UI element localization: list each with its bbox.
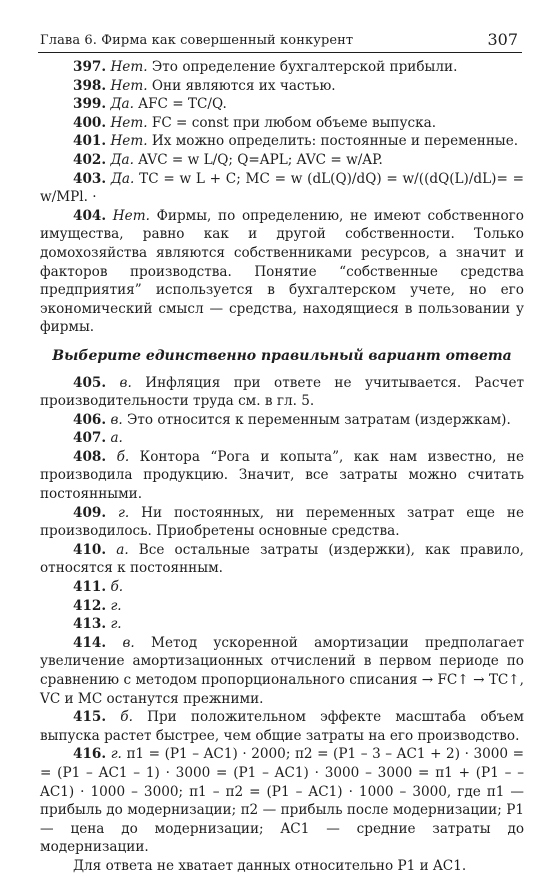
answer-number: 405. (73, 374, 107, 391)
answer-number: 400. (73, 114, 107, 131)
answer-number: 403. (73, 170, 107, 187)
answer-paragraph (40, 411, 524, 430)
answer-label: б. (116, 448, 130, 465)
answer-text: AFC = TC/Q. (138, 96, 227, 113)
answer-number: 401. (73, 133, 107, 150)
answer-label: Нет. (110, 77, 148, 94)
answer-label: Да. (110, 151, 134, 168)
page-number: 307 (487, 30, 518, 49)
answer-text: При положительном эффекте масштаба объем выпуска растет быстрее, чем общие затраты на его производство. (40, 709, 524, 744)
answer-label: Нет. (110, 114, 148, 131)
answer-label: б. (120, 709, 133, 726)
answer-number: 415. (73, 709, 107, 726)
answer-text: Это определение бухгалтерской прибыли. (151, 59, 458, 75)
chapter-title: Глава 6. Фирма как совершенный конкурент (40, 33, 354, 48)
answer-paragraph (40, 615, 524, 634)
answer-paragraph (40, 541, 524, 578)
answer-paragraph (40, 745, 524, 857)
answer-paragraph (40, 634, 524, 708)
answer-paragraph (40, 429, 524, 448)
answer-number: 408. (73, 448, 107, 465)
answer-text: π1 = (P1 – AC1) · 2000; π2 = (P1 – 3 – AC1 + 2) · 3000 = = (P1 – AC1 – 1) · 3000 = (P1 – AC1) · 3000 – 3000 = π1 + (P1 – – AC1) · 1000 – 3000; π1 – π2 = (P1 – AC1) · 1000 – 3000, где π1 — прибыль до модернизации; π2 — прибыль после модернизации; P1 — цена до модернизации; AC1 — средние затраты до модернизации. (40, 746, 524, 856)
final-note: Для ответа не хватает данных относительно P1 и AC1. (73, 857, 467, 874)
answer-number: 412. (73, 597, 107, 614)
answer-text: TC = w L + C; MC = w (dL(Q)/dQ) = w/((dQ(L)/dL)= = w/MPl. · (40, 170, 524, 206)
answer-paragraph (40, 132, 524, 151)
answer-label: Нет. (110, 133, 148, 150)
answer-label: а. (110, 430, 123, 447)
answer-label: г. (118, 504, 130, 521)
answer-number: 406. (73, 411, 107, 428)
answer-text: Это относится к переменным затратам (издержкам). (127, 411, 511, 428)
answer-paragraph (40, 58, 524, 77)
answer-text: Они являются их частью. (151, 77, 336, 94)
answer-label: г. (110, 616, 122, 633)
answer-paragraph (40, 597, 524, 616)
answer-number: 399. (73, 96, 107, 113)
answer-label: г. (110, 597, 122, 614)
answer-number: 416. (73, 746, 107, 763)
answer-paragraph (40, 207, 524, 337)
answer-text: Метод ускоренной амортизации предполагает увеличение амортизационных отчислений в первом периоде по сравнению с методом пропорционального списания → FC↑ → TC↑, VC и MC останутся прежними. (40, 634, 524, 707)
answer-label: г. (110, 746, 122, 763)
answer-text: Инфляция при ответе не учитывается. Расчет производительности труда см. в гл. 5. (40, 374, 525, 410)
answer-text: Фирмы, по определению, не имеют собственного имущества, равно как и другой собственности. Только домохозяйства являются собственниками ресурсов, а значит и факторов производства. Понятие “собственные средства предприятия” используется в бухгалтерском учете, но его экономический смысл — средства, находящиеся в пользовании у фирмы. (40, 207, 524, 336)
answer-text: Их можно определить: постоянные и переменные. (151, 133, 519, 150)
answer-number: 404. (73, 207, 107, 224)
answer-number: 407. (73, 430, 107, 447)
answer-text: Контора “Рога и копыта”, как нам известно, не производила продукцию. Значит, все затраты можно считать постоянными. (40, 448, 525, 503)
answer-label: а. (116, 541, 129, 558)
answer-number: 409. (73, 504, 107, 521)
answer-number: 397. (73, 59, 107, 75)
answer-paragraph (40, 708, 524, 745)
answer-number: 398. (73, 77, 107, 94)
page-body (40, 58, 524, 876)
answer-number: 414. (73, 634, 107, 651)
answer-paragraph (40, 170, 524, 207)
answer-paragraph (40, 77, 524, 96)
answer-label: Да. (110, 170, 135, 187)
answer-paragraph (40, 448, 524, 504)
answer-number: 411. (73, 579, 107, 596)
answer-number: 413. (73, 616, 107, 633)
answer-paragraph (40, 114, 524, 133)
answer-text: Ни постоянных, ни переменных затрат еще не производилось. Приобретены основные средства. (40, 504, 524, 540)
answer-paragraph (40, 578, 524, 597)
answer-label: Нет. (112, 207, 150, 224)
answer-label: в. (110, 411, 123, 428)
answer-label: Нет. (110, 59, 148, 75)
answer-paragraph (40, 374, 524, 411)
answer-number: 402. (73, 151, 107, 168)
answer-text: Все остальные затраты (издержки), как правило, относятся к постоянным. (40, 541, 524, 577)
answer-label: Да. (110, 96, 134, 113)
section-title: Выберите единственно правильный вариант ответа (52, 347, 512, 364)
answer-label: в. (119, 374, 132, 391)
answer-text: AVC = w L/Q; Q=APL; AVC = w/AP. (138, 151, 383, 168)
answer-number: 410. (73, 541, 107, 558)
answer-paragraph (40, 504, 524, 541)
page-header (38, 30, 522, 53)
answer-paragraph (40, 95, 524, 114)
answer-label: в. (122, 634, 135, 651)
answer-label: б. (110, 579, 124, 596)
answer-paragraph (40, 151, 524, 170)
answer-text: FC = const при любом объеме выпуска. (151, 114, 437, 131)
